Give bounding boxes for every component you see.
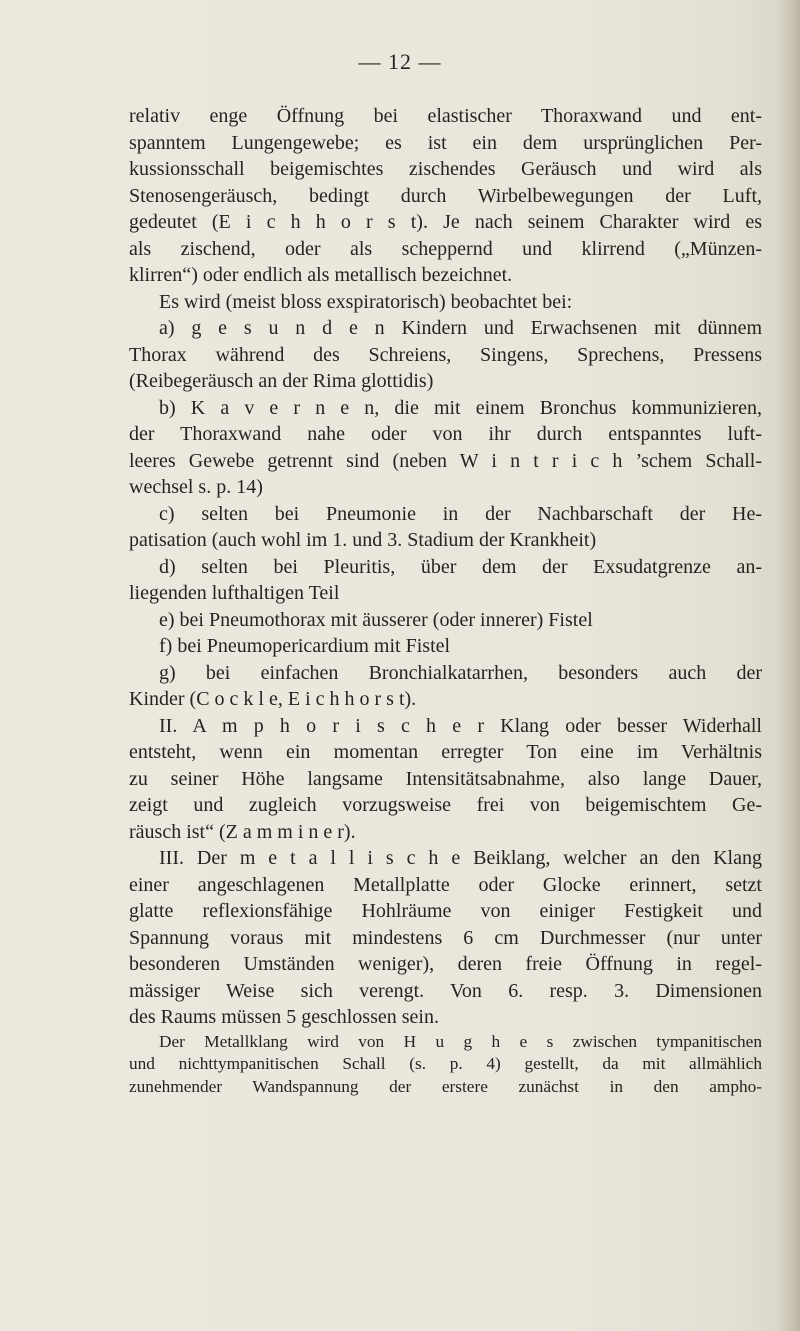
text-line: glatte reflexionsfähige Hohlräume von einiger Festigkeit und [129, 900, 762, 922]
text-line: zeigt und zugleich vorzugsweise frei von beigemischtem Ge- [129, 794, 762, 816]
paragraph [129, 289, 762, 316]
text-line: II. A m p h o r i s c h e r Klang oder besser Widerhall [159, 714, 762, 737]
text-line: leeres Gewebe getrennt sind (neben W i n t r i c h ’schem Schall- [129, 449, 762, 472]
text-line: f) bei Pneumopericardium mit Fistel [159, 635, 451, 657]
text-line: Es wird (meist bloss exspiratorisch) beobachtet bei: [159, 290, 573, 313]
section-metallischer-beiklang [129, 845, 762, 1031]
text-line: liegenden lufthaltigen Teil [129, 582, 340, 604]
text-line: a) g e s u n d e n Kindern und Erwachsenen mit dünnem [159, 317, 762, 339]
text-line: relativ enge Öffnung bei elastischer Thoraxwand und ent- [129, 105, 762, 127]
text-line: gedeutet (E i c h h o r s t). Je nach seinem Charakter wird es [129, 211, 762, 233]
text-line: patisation (auch wohl im 1. und 3. Stadium der Krankheit) [129, 529, 597, 551]
list-item-b [129, 395, 762, 501]
text-line: und nichttympanitischen Schall (s. p. 4) gestellt, da mit allmählich [129, 1054, 762, 1073]
text-line: der Thoraxwand nahe oder von ihr durch entspanntes luft- [129, 423, 762, 445]
text-line: räusch ist“ (Z a m m i n e r). [129, 820, 356, 843]
list-item-f [129, 633, 762, 660]
text-line: als zischend, oder als scheppernd und klirrend („Münzen- [129, 237, 762, 260]
text-line: e) bei Pneumothorax mit äusserer (oder innerer) Fistel [159, 608, 593, 631]
page-edge-shadow [778, 0, 800, 1331]
text-line: besonderen Umständen weniger), deren freie Öffnung in regel- [129, 953, 762, 975]
list-item-c [129, 501, 762, 554]
text-line: des Raums müssen 5 geschlossen sein. [129, 1006, 439, 1028]
text-line: c) selten bei Pneumonie in der Nachbarschaft der He- [159, 502, 762, 525]
list-item-g [129, 660, 762, 713]
list-item-e [129, 607, 762, 634]
text-line: entsteht, wenn ein momentan erregter Ton eine im Verhältnis [129, 741, 762, 763]
text-line: Stenosengeräusch, bedingt durch Wirbelbewegungen der Luft, [129, 184, 762, 207]
text-line: kussionsschall beigemischtes zischendes Geräusch und wird als [129, 158, 762, 180]
text-line: zu seiner Höhe langsame Intensitätsabnahme, also lange Dauer, [129, 767, 762, 790]
text-line: spanntem Lungengewebe; es ist ein dem ursprünglichen Per- [129, 131, 762, 154]
page-number: — 12 — [358, 49, 442, 74]
text-line: zunehmender Wandspannung der erstere zunächst in den ampho- [129, 1076, 762, 1096]
text-line: wechsel s. p. 14) [129, 476, 263, 498]
text-line: Der Metallklang wird von H u g h e s zwischen tympanitischen [159, 1031, 762, 1051]
text-line: (Reibegeräusch an der Rima glottidis) [129, 370, 434, 392]
text-line: g) bei einfachen Bronchialkatarrhen, besonders auch der [159, 661, 762, 684]
list-item-a [129, 315, 762, 395]
paragraph [129, 103, 762, 289]
text-line: einer angeschlagenen Metallplatte oder Glocke erinnert, setzt [129, 873, 762, 896]
small-print-note [129, 1031, 762, 1099]
section-amphorischer-klang [129, 713, 762, 846]
text-line: d) selten bei Pleuritis, über dem der Exsudatgrenze an- [159, 555, 762, 578]
text-line: III. Der m e t a l l i s c h e Beiklang, welcher an den Klang [159, 847, 762, 869]
text-line: Kinder (C o c k l e, E i c h h o r s t). [129, 688, 417, 710]
text-line: Thorax während des Schreiens, Singens, Sprechens, Pressens [129, 343, 762, 366]
text-line: mässiger Weise sich verengt. Von 6. resp. 3. Dimensionen [129, 979, 762, 1002]
text-line: klirren“) oder endlich als metallisch bezeichnet. [129, 264, 513, 286]
text-line: Spannung voraus mit mindestens 6 cm Durchmesser (nur unter [129, 926, 762, 949]
text-line: b) K a v e r n e n, die mit einem Bronchus kommunizieren, [159, 396, 762, 419]
body-text [129, 103, 762, 1098]
list-item-d [129, 554, 762, 607]
